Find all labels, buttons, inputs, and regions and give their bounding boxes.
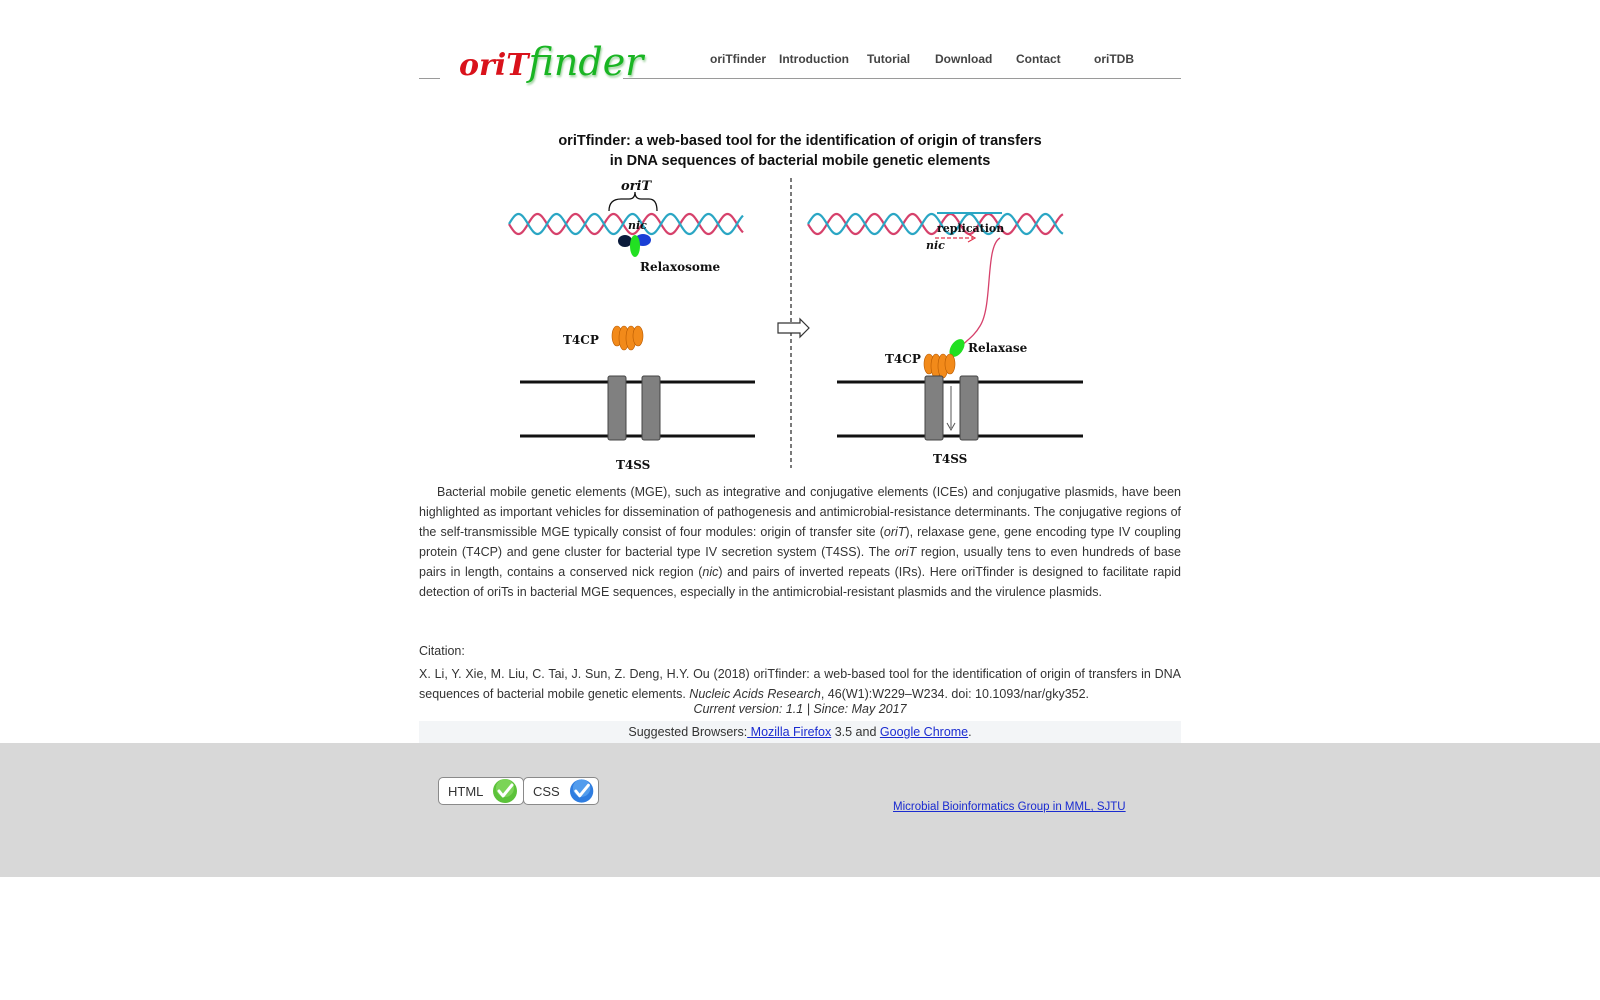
orit-brace <box>609 192 657 211</box>
html-valid-badge[interactable] <box>438 777 524 805</box>
header-divider-left <box>419 78 440 79</box>
helix-strand-b-left <box>509 214 743 234</box>
css-badge-label: CSS <box>533 783 560 799</box>
left-dna-helix <box>509 214 743 234</box>
label-replication: replication <box>937 222 1005 235</box>
nav-oritdb[interactable]: oriTDB <box>1094 52 1134 66</box>
citation-text <box>419 664 1181 704</box>
intro-text-3: region, usually tens to even hundreds of base pairs in length, contains a conserved nick region ( <box>419 545 1182 579</box>
nav-download[interactable]: Download <box>935 52 993 66</box>
logo-finder: finder <box>528 40 644 84</box>
css-valid-badge[interactable] <box>523 777 599 805</box>
page-title-line2: in DNA sequences of bacterial mobile genetic elements <box>609 153 991 169</box>
t4ss-pore-left-1 <box>608 376 626 440</box>
firefox-link[interactable]: Mozilla Firefox <box>747 725 832 739</box>
label-nic-left: nic <box>628 219 647 232</box>
nav-contact[interactable]: Contact <box>1016 52 1061 66</box>
group-link[interactable]: Microbial Bioinformatics Group in MML, SJTU <box>893 801 1126 813</box>
browsers-mid: 3.5 and <box>831 725 880 739</box>
intro-nic: nic <box>702 565 719 579</box>
relaxosome-protein-dark <box>618 235 632 247</box>
intro-orit-1: oriT <box>883 525 906 539</box>
version-info: Current version: 1.1 | Since: May 2017 <box>693 702 907 716</box>
site-logo[interactable] <box>459 42 643 86</box>
intro-text-1: Bacterial mobile genetic elements (MGE), such as integrative and conjugative elements (ICEs) and conjugative plasmids, have been highlighted as important vehicles for dissemination of pathogenesis and antimicrobial-resistance determinants. The conjugative regions of the self-transmissible MGE typically consist of four modules: origin of transfer site ( <box>419 485 1181 539</box>
intro-paragraph <box>419 482 1181 602</box>
suggested-browsers <box>419 721 1181 743</box>
nav-oritfinder[interactable]: oriTfinder <box>710 52 766 66</box>
label-orit: oriT <box>621 179 652 194</box>
conjugation-diagram <box>505 176 1105 478</box>
citation-authors: X. Li, Y. Xie, M. Liu, C. Tai, J. Sun, Z. Deng, H.Y. Ou (2018) oriTfinder: a web-based tool for the identification of origin of transfers in DNA sequences of bacterial mobile genetic elements. <box>419 667 1181 701</box>
green-check-icon <box>492 778 518 804</box>
intro-orit-2: oriT <box>894 545 917 559</box>
t4cp-protein-right <box>924 354 955 378</box>
label-t4cp-left: T4CP <box>563 333 599 347</box>
header-divider-right <box>623 78 1181 79</box>
label-t4cp-right: T4CP <box>885 352 921 366</box>
citation-details: , 46(W1):W229–W234. doi: 10.1093/nar/gky352. <box>820 687 1090 701</box>
browsers-prefix: Suggested Browsers: <box>628 725 748 739</box>
label-t4ss-left: T4SS <box>616 458 651 472</box>
page-title-line1: oriTfinder: a web-based tool for the identification of origin of transfers <box>558 133 1042 149</box>
chrome-link[interactable]: Google Chrome <box>879 725 969 739</box>
site-footer <box>0 743 1600 877</box>
label-relaxase: Relaxase <box>968 341 1028 355</box>
citation-journal: Nucleic Acids Research <box>689 687 821 701</box>
blue-check-icon <box>569 778 594 804</box>
t4cp-protein-left <box>612 326 643 350</box>
intro-text-2: ), relaxase gene, gene encoding type IV coupling protein (T4CP) and gene cluster for bacterial type IV secretion system (T4SS). The <box>419 525 1181 559</box>
helix-strand-a-left <box>509 214 743 234</box>
site-header <box>419 40 1181 82</box>
label-t4ss-right: T4SS <box>933 452 968 466</box>
label-nic-right: nic <box>926 239 945 252</box>
nav-introduction[interactable]: Introduction <box>779 52 849 66</box>
transition-arrow-icon <box>778 319 809 337</box>
html-badge-label: HTML <box>448 783 484 799</box>
transferred-strand <box>960 238 1000 348</box>
nav-tutorial[interactable]: Tutorial <box>867 52 911 66</box>
t4ss-pore-right-1 <box>925 376 943 440</box>
t4ss-pore-left-2 <box>642 376 660 440</box>
citation-heading: Citation: <box>419 644 465 658</box>
logo-orit: oriT <box>459 48 529 83</box>
t4ss-pore-right-2 <box>960 376 978 440</box>
page-title <box>419 131 1181 171</box>
right-dna-helix <box>808 214 1063 234</box>
intro-text-4: ) and pairs of inverted repeats (IRs). Here oriTfinder is designed to facilitate rapid detection of oriTs in bacterial MGE sequences, especially in the antimicrobial-resistant plasmids and the virulence plasmids. <box>419 565 1181 599</box>
relaxase-left <box>630 235 640 257</box>
browsers-suffix: . <box>968 725 972 739</box>
label-relaxosome: Relaxosome <box>640 260 721 274</box>
